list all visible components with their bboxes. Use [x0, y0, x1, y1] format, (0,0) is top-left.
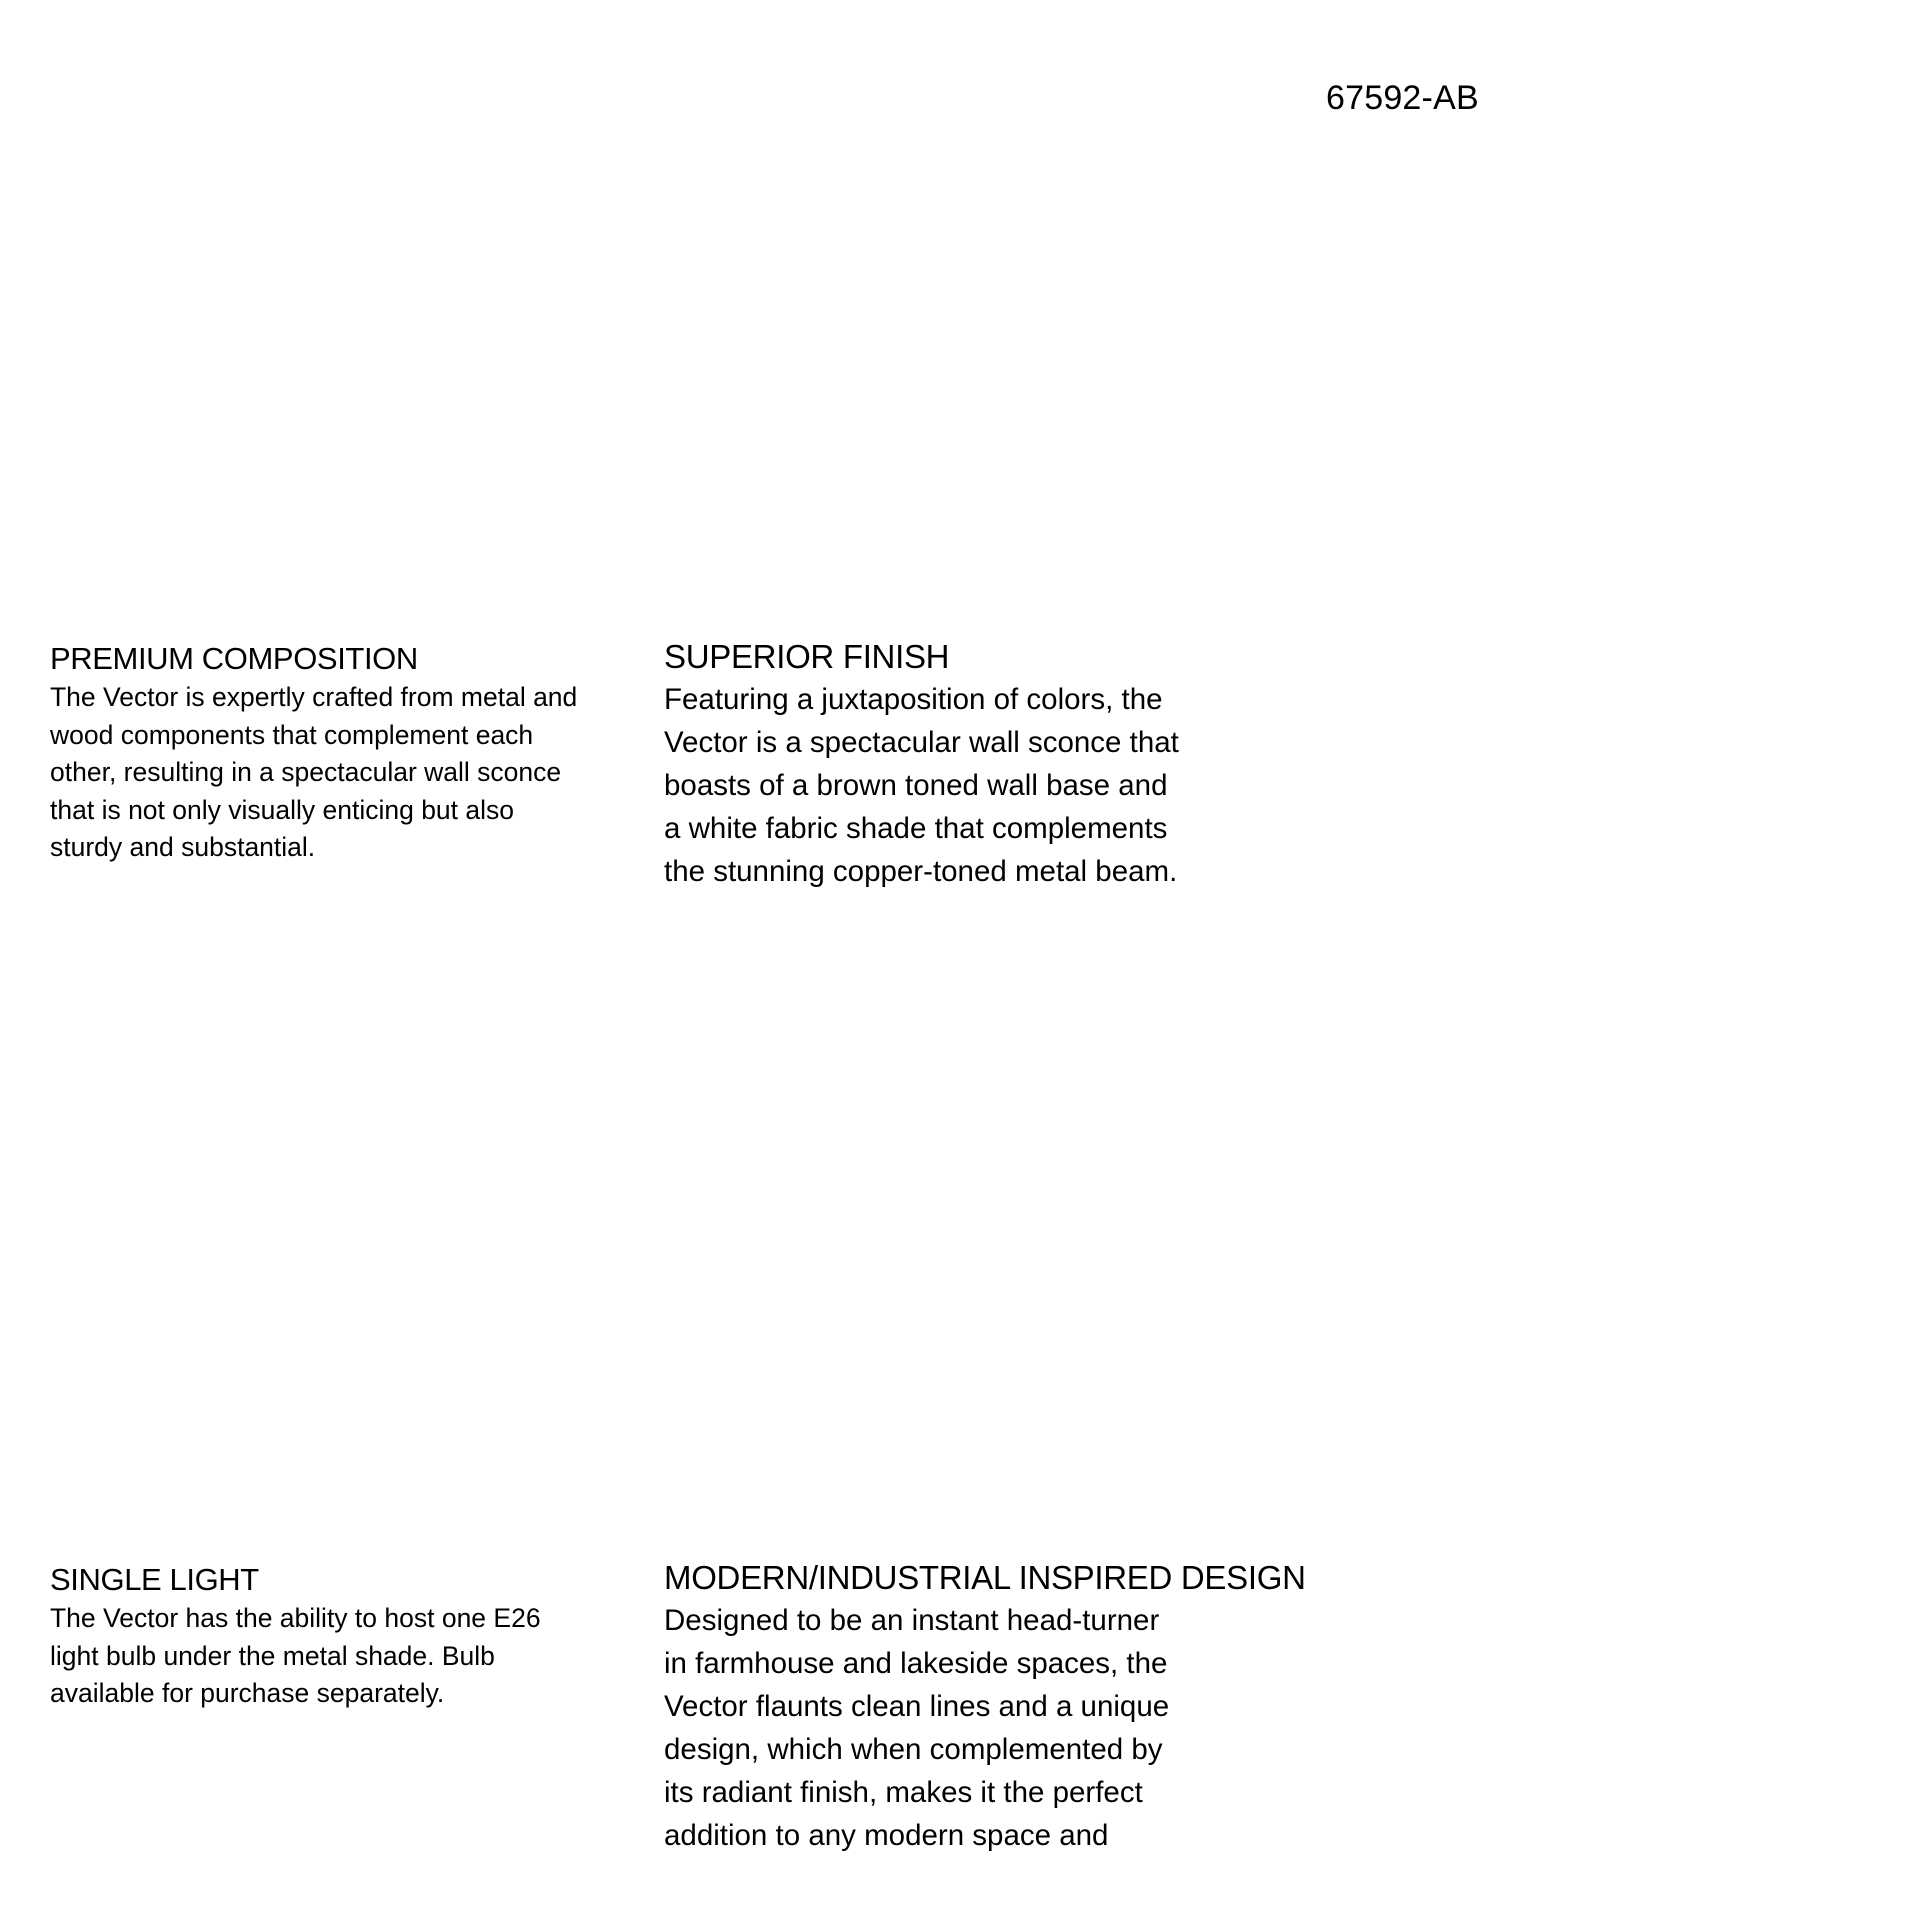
body-line: wood components that complement each	[50, 719, 534, 750]
section-heading: MODERN/INDUSTRIAL INSPIRED DESIGN	[664, 1559, 1306, 1596]
body-line: Designed to be an instant head-turner	[664, 1604, 1160, 1637]
body-line: other, resulting in a spectacular wall sconce	[50, 757, 562, 787]
body-line: Vector is a spectacular wall sconce that	[664, 726, 1179, 759]
section-single-light	[50, 1560, 541, 1713]
body-line: sturdy and substantial.	[50, 832, 316, 862]
body-line: that is not only visually enticing but also	[50, 794, 515, 825]
body-line: available for purchase separately.	[50, 1678, 445, 1708]
body-line: its radiant finish, makes it the perfect	[664, 1776, 1143, 1809]
product-sku: 67592-AB	[1326, 79, 1479, 117]
body-line: The Vector has the ability to host one E26	[50, 1603, 541, 1633]
body-line: addition to any modern space and	[664, 1819, 1109, 1852]
section-heading: SUPERIOR FINISH	[664, 638, 950, 675]
section-superior-finish	[664, 636, 1179, 893]
section-heading: SINGLE LIGHT	[50, 1562, 259, 1597]
section-body	[50, 679, 577, 867]
body-line: the stunning copper-toned metal beam.	[664, 855, 1178, 888]
section-premium-composition	[50, 639, 577, 867]
body-line: light bulb under the metal shade. Bulb	[50, 1640, 495, 1671]
body-line: Vector flaunts clean lines and a unique	[664, 1690, 1170, 1723]
body-line: boasts of a brown toned wall base and	[664, 769, 1168, 802]
body-line: design, which when complemented by	[664, 1733, 1163, 1766]
body-line: Featuring a juxtaposition of colors, the	[664, 683, 1163, 716]
body-line: The Vector is expertly crafted from metal and	[50, 682, 578, 712]
body-line: a white fabric shade that complements	[664, 812, 1168, 845]
section-body	[664, 1599, 1306, 1857]
section-body	[664, 678, 1179, 893]
section-modern-industrial-design	[664, 1557, 1306, 1857]
section-heading: PREMIUM COMPOSITION	[50, 641, 418, 676]
body-line: in farmhouse and lakeside spaces, the	[664, 1647, 1168, 1680]
section-body	[50, 1600, 541, 1713]
